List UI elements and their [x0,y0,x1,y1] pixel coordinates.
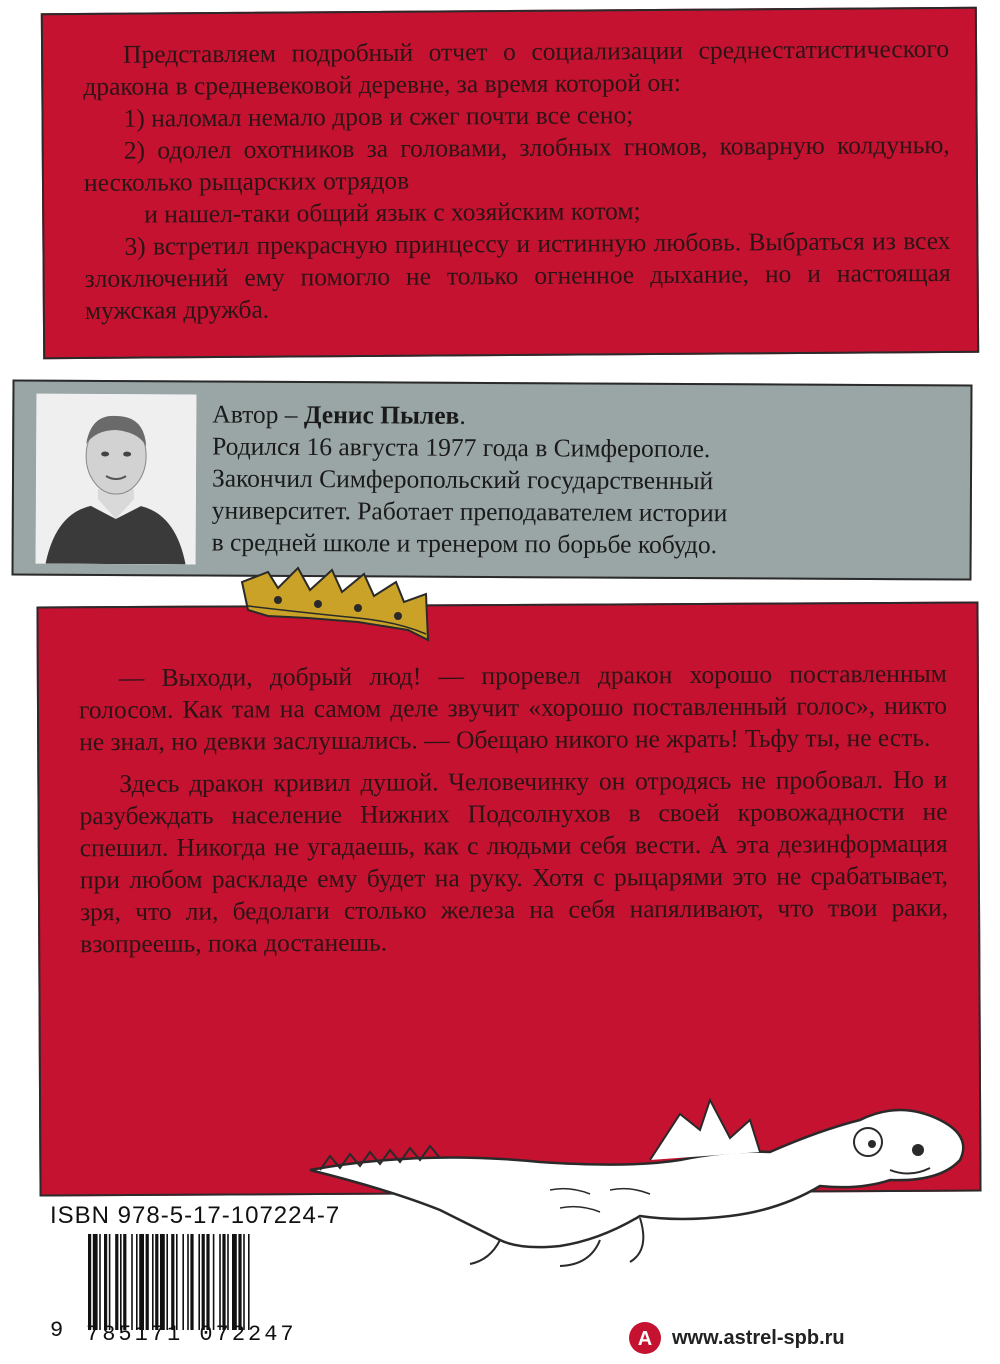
barcode-bar [182,1234,184,1330]
excerpt-paragraph-1: — Выходи, добрый люд! — проревел дракон хорошо поставленным голосом. Как там на самом деле звучит «хорошо поставленный голос», никто не знал, но девки заслушались. — Обещаю никого не жрать! Тьфу ты, не есть. [78,658,948,757]
barcode-bar [123,1234,126,1330]
author-photo [36,394,197,565]
barcode-bar [146,1234,149,1330]
barcode-bar [190,1234,193,1330]
crown-icon [238,560,434,646]
barcode-bar [238,1234,241,1330]
blurb-item-2: 2) одолел охотников за головами, злобных гномов, коварную колдунью, несколько рыцарских отрядов [83,129,950,197]
author-line-5: в средней школе и тренером по борьбе кобудо. [211,527,718,560]
blurb-item-2-cont: и нашел-таки общий язык с хозяйским котом; [144,196,641,229]
blurb-item-1: 1) наломал немало дров и сжег почти все сено; [123,100,634,133]
barcode-bar [243,1234,245,1330]
barcode-bar [232,1234,237,1330]
ean-first-digit: 9 [50,1318,64,1343]
barcode-bar [131,1234,133,1330]
publisher-logo-letter: А [637,1328,653,1350]
barcode-bar [155,1234,158,1330]
blurb-item-3: 3) встретил прекрасную принцессу и истинную любовь. Выбраться из всех злоключений ему помогло не только огненное дыхание, но и настоящая мужская дружба. [84,225,951,325]
barcode-bar [93,1234,98,1330]
author-line-3: Закончил Симферопольский государственный [211,463,714,496]
author-name: Денис Пылев [303,400,460,430]
author-line-2: Родился 16 августа 1977 года в Симферополе. [212,431,711,464]
isbn-label: ISBN 978-5-17-107224-7 [50,1202,341,1229]
author-panel [11,379,972,580]
barcode [88,1234,356,1330]
author-bio [212,399,951,563]
barcode-bar [109,1234,111,1330]
barcode-bar [166,1234,168,1330]
barcode-bar [171,1234,174,1330]
barcode-bar [202,1234,205,1330]
barcode-bar [115,1234,118,1330]
barcode-bar [248,1234,250,1330]
barcode-bar [187,1234,189,1330]
dragon-illustration [300,1090,1000,1280]
publisher-block [628,1320,845,1356]
barcode-bar [120,1234,122,1330]
blurb-intro: Представляем подробный отчет о социализации среднестатистического дракона в средневековой деревне, за время которой он: [83,33,950,101]
ean-digits: 785171 072247 [86,1322,297,1347]
barcode-bar [222,1234,225,1330]
publisher-logo-icon [628,1321,662,1355]
barcode-bar [206,1234,209,1330]
author-name-suffix: . [459,400,466,430]
barcode-bar [99,1234,101,1330]
barcode-bar [136,1234,138,1330]
barcode-bar [139,1234,144,1330]
barcode-bar [88,1234,91,1330]
author-line-4: университет. Работает преподавателем истории [211,495,728,528]
blurb-panel [41,7,979,360]
isbn-block [40,1198,358,1348]
excerpt-text [79,658,949,971]
barcode-bar [160,1234,165,1330]
barcode-bar [227,1234,229,1330]
author-label: Автор – [212,399,305,430]
barcode-bar [152,1234,154,1330]
barcode-bar [198,1234,200,1330]
barcode-bar [176,1234,178,1330]
author-line-1 [212,399,950,435]
publisher-url[interactable]: www.astrel-spb.ru [672,1326,845,1349]
barcode-bar [104,1234,107,1330]
blurb-text [83,33,951,327]
excerpt-paragraph-2: Здесь дракон кривил душой. Человечинку он отродясь не пробовал. Но и разубеждать население Нижних Подсолнухов в своей кровожадности не спешил. Никогда не угадаешь, как с людьми себя вести. А эта дезинформация при любом раскладе ему будет на руку. Хотя с рыцарями это не срабатывает, зря, что ли, бедолаги столько железа на себя напяливают, что твои раки, взопреешь, пока достанешь. [79,764,949,959]
barcode-bar [219,1234,221,1330]
barcode-bar [213,1234,215,1330]
